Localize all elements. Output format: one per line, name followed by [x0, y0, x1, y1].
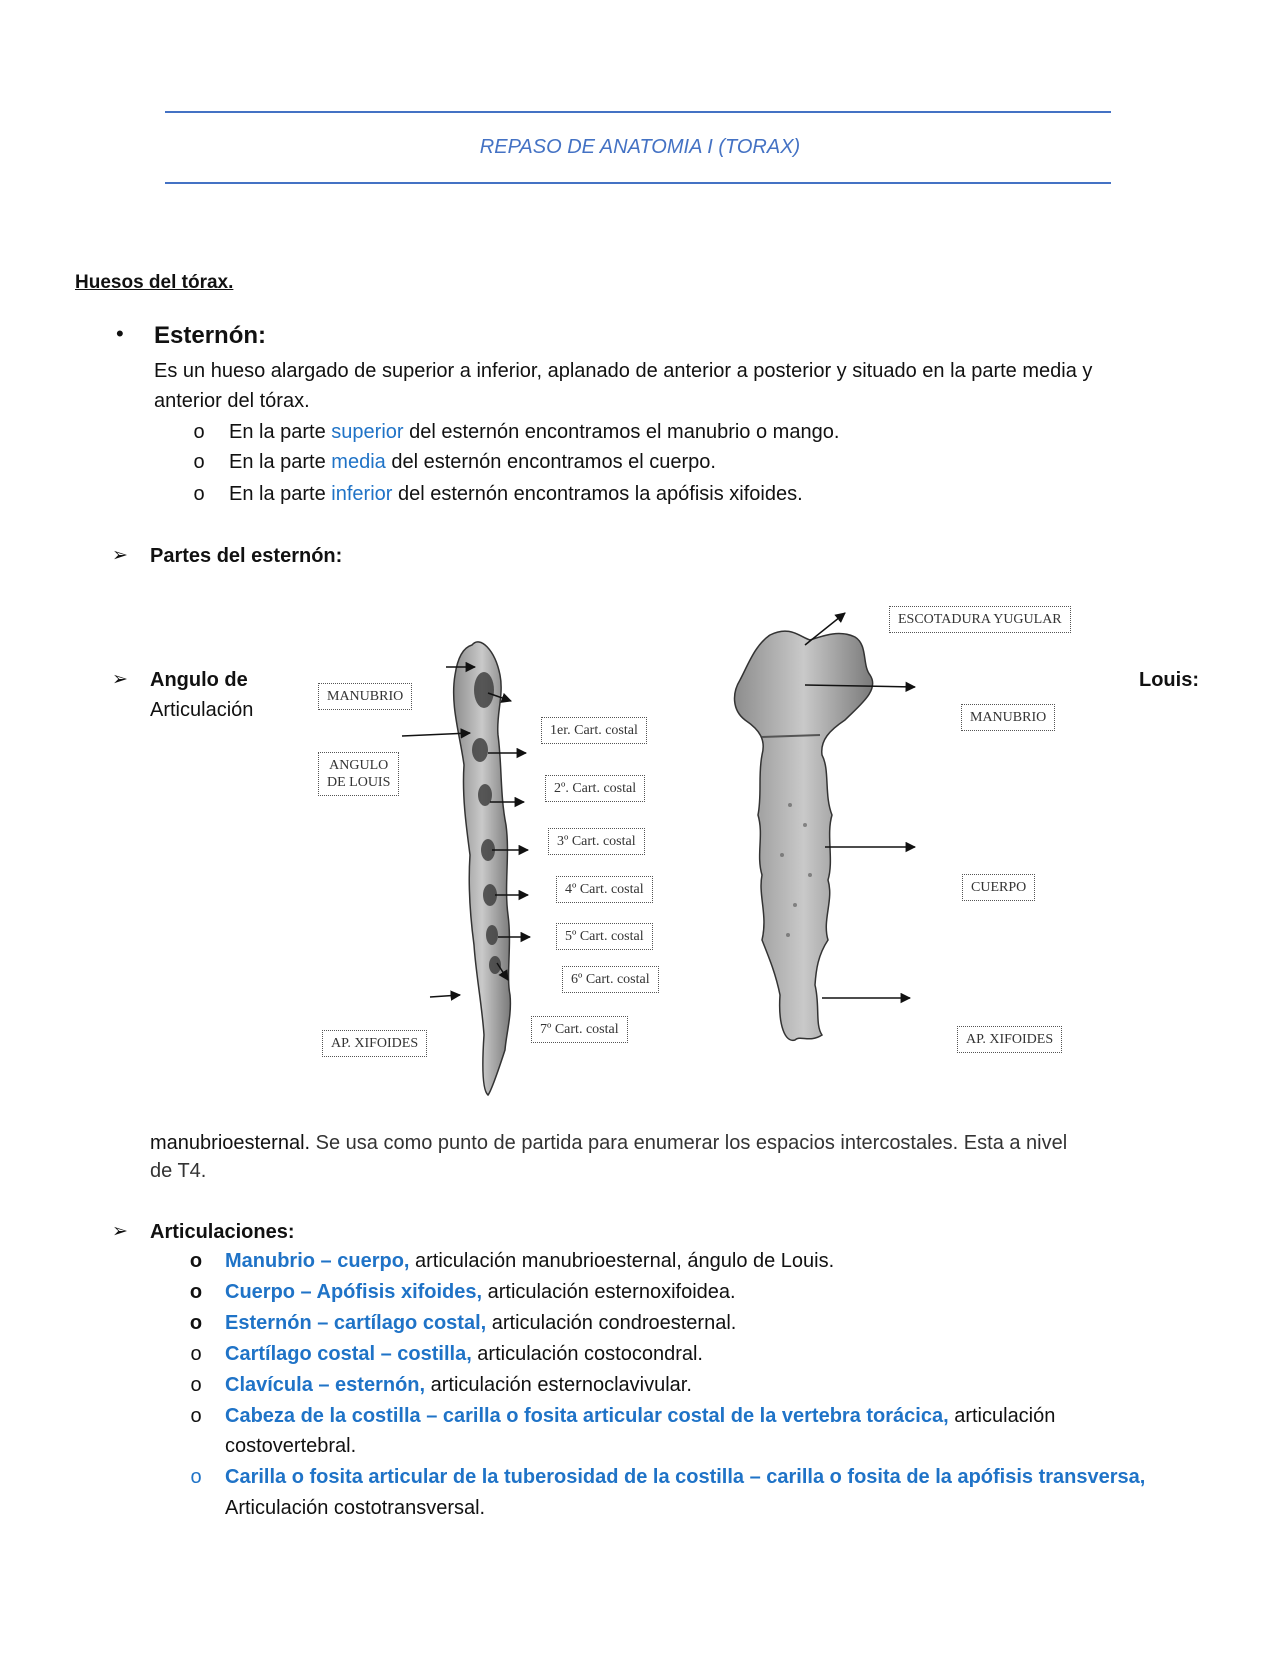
- label-costal-7: 7º Cart. costal: [531, 1016, 628, 1043]
- esternon-desc-line1: Es un hueso alargado de superior a inferior, aplanado de anterior a posterior y situado en la parte media y: [154, 360, 1093, 382]
- partes-heading: Partes del esternón:: [150, 545, 343, 567]
- label-manubrio-left: MANUBRIO: [318, 683, 412, 710]
- list-item: En la parte superior del esternón encontramos el manubrio o mango.: [229, 421, 840, 443]
- label-costal-5: 5º Cart. costal: [556, 923, 653, 950]
- list-bullet-o: o: [190, 1405, 202, 1427]
- list-item: Cartílago costal – costilla, articulación costocondral.: [225, 1343, 703, 1365]
- list-item-continuation: costovertebral.: [225, 1435, 357, 1457]
- label-escotadura-yugular: ESCOTADURA YUGULAR: [889, 606, 1071, 633]
- label-xifoides-left: AP. XIFOIDES: [322, 1030, 427, 1057]
- bullet-dot: •: [116, 321, 124, 346]
- list-item: Cuerpo – Apófisis xifoides, articulación esternoxifoidea.: [225, 1281, 736, 1303]
- header-rule-top: [165, 111, 1111, 113]
- list-bullet-o: o: [193, 421, 205, 443]
- list-item-continuation: Articulación costotransversal.: [225, 1497, 486, 1519]
- list-item: En la parte media del esternón encontramos el cuerpo.: [229, 451, 716, 473]
- esternon-desc-line2: anterior del tórax.: [154, 390, 310, 412]
- label-costal-3: 3º Cart. costal: [548, 828, 645, 855]
- list-bullet-o: o: [189, 1312, 203, 1334]
- esternon-heading: Esternón:: [154, 322, 267, 349]
- front-sternum-shape: [735, 631, 873, 1040]
- list-item: Clavícula – esternón, articulación esternoclavivular.: [225, 1374, 692, 1396]
- arrow-bullet: ➢: [112, 669, 128, 690]
- arrow-bullet: ➢: [112, 1221, 128, 1242]
- section-heading: Huesos del tórax.: [75, 272, 234, 293]
- angulo-line2: de T4.: [150, 1160, 207, 1182]
- list-bullet-o: o: [190, 1466, 202, 1488]
- list-bullet-o: o: [189, 1281, 203, 1303]
- list-item: Manubrio – cuerpo, articulación manubrioesternal, ángulo de Louis.: [225, 1250, 835, 1272]
- articulaciones-heading: Articulaciones:: [150, 1221, 295, 1243]
- lateral-sternum-shape: [454, 642, 511, 1095]
- list-bullet-o: o: [189, 1250, 203, 1272]
- angulo-text-start: Articulación: [150, 699, 254, 721]
- page-title: REPASO DE ANATOMIA I (TORAX): [479, 136, 801, 158]
- label-manubrio-right: MANUBRIO: [961, 704, 1055, 731]
- list-bullet-o: o: [190, 1343, 202, 1365]
- label-costal-2: 2º. Cart. costal: [545, 775, 645, 802]
- arrow: [430, 995, 460, 997]
- label-cuerpo: CUERPO: [962, 874, 1035, 901]
- label-xifoides-right: AP. XIFOIDES: [957, 1026, 1062, 1053]
- list-bullet-o: o: [193, 483, 205, 505]
- list-item: En la parte inferior del esternón encontramos la apófisis xifoides.: [229, 483, 803, 505]
- list-item: Esternón – cartílago costal, articulación condroesternal.: [225, 1312, 737, 1334]
- arrow-bullet: ➢: [112, 545, 128, 566]
- label-angulo-de-louis: ANGULO DE LOUIS: [318, 752, 399, 796]
- angulo-heading-right: Louis:: [1139, 669, 1199, 691]
- list-bullet-o: o: [193, 451, 205, 473]
- list-bullet-o: o: [190, 1374, 202, 1396]
- header-rule-bottom: [165, 182, 1111, 184]
- label-costal-1: 1er. Cart. costal: [541, 717, 647, 744]
- list-item: Cabeza de la costilla – carilla o fosita articular costal de la vertebra torácica, articulación: [225, 1405, 1056, 1427]
- angulo-heading-left: Angulo de: [150, 669, 248, 691]
- label-costal-6: 6º Cart. costal: [562, 966, 659, 993]
- angulo-line1: manubrioesternal. Se usa como punto de partida para enumerar los espacios intercostales. Esta a nivel: [150, 1132, 1068, 1154]
- label-costal-4: 4º Cart. costal: [556, 876, 653, 903]
- list-item: Carilla o fosita articular de la tuberosidad de la costilla – carilla o fosita de la apófisis transversa,: [225, 1466, 1146, 1488]
